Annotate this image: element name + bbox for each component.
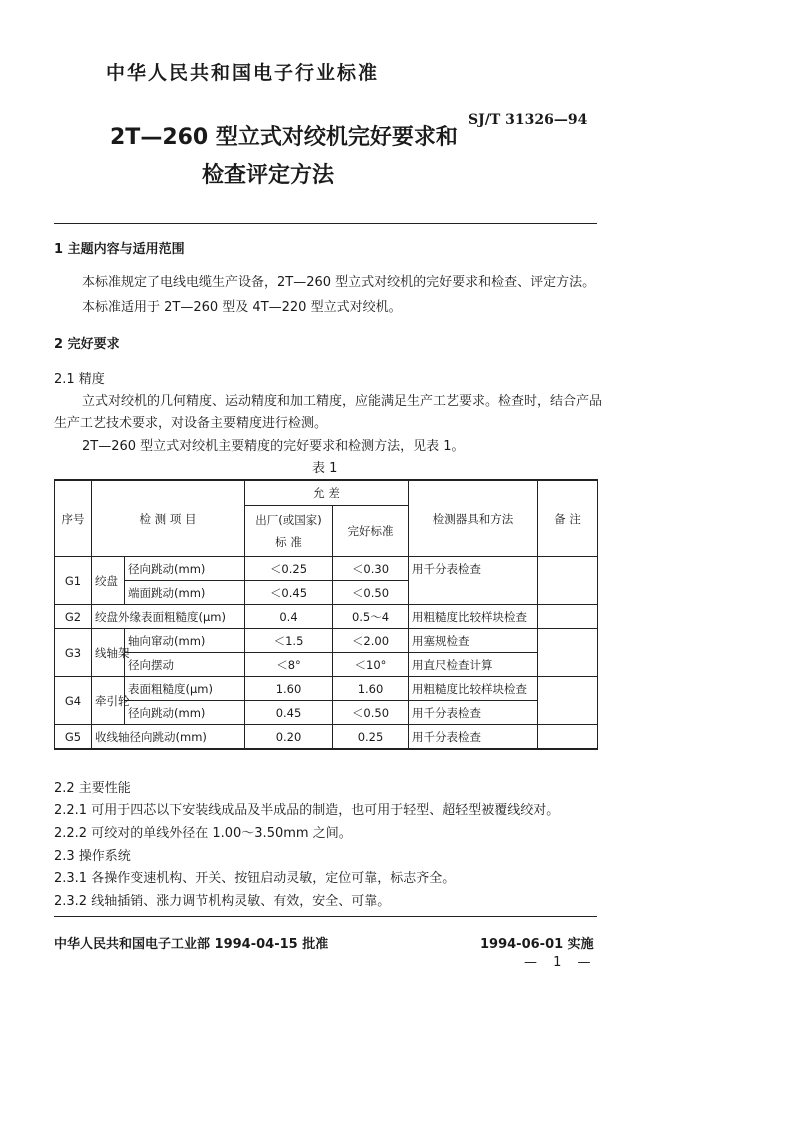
row-factory: ＜0.45 [245,581,333,605]
section-2-1-paragraph-1b: 生产工艺技术要求，对设备主要精度进行检测。 [54,416,328,431]
section-2-2-heading: 2.2 主要性能 [54,781,131,796]
effective-date: 1994-06-01 实施 [480,937,594,952]
row-group: 牵引轮 [92,677,125,725]
row-method: 用千分表检查 [409,557,538,605]
header-item: 检 测 项 目 [92,480,245,557]
document-title-line2: 检查评定方法 [202,163,335,188]
row-factory: 1.60 [245,677,333,701]
table-caption: 表 1 [312,461,338,476]
table-row [55,629,598,653]
section-1-paragraph-2: 本标准适用于 2T—260 型及 4T—220 型立式对绞机。 [82,300,402,315]
row-good: ＜0.50 [333,701,409,725]
row-group: 线轴架 [92,629,125,677]
row-factory: ＜1.5 [245,629,333,653]
row-code: G4 [55,677,92,725]
row-factory: 0.20 [245,725,333,750]
section-2-3-heading: 2.3 操作系统 [54,849,131,864]
section-1-heading: 1 主题内容与适用范围 [54,242,185,257]
row-factory: ＜8° [245,653,333,677]
row-remark [538,557,598,605]
row-group: 绞盘 [92,557,125,605]
row-code: G3 [55,629,92,677]
row-item: 绞盘外缘表面粗糙度(μm) [92,605,245,629]
row-good: ＜10° [333,653,409,677]
table-row [55,557,598,581]
issuing-organization: 中华人民共和国电子行业标准 [106,62,380,84]
row-remark [538,629,598,677]
row-good: 1.60 [333,677,409,701]
row-method: 用千分表检查 [409,725,538,750]
table-row [55,653,598,677]
row-code: G1 [55,557,92,605]
table-row [55,677,598,701]
row-method: 用粗糙度比较样块检查 [409,605,538,629]
approval-statement: 中华人民共和国电子工业部 1994-04-15 批准 [54,937,329,952]
header-tolerance: 允 差 [245,480,409,506]
row-factory: 0.45 [245,701,333,725]
row-method: 用粗糙度比较样块检查 [409,677,538,701]
row-good: 0.5～4 [333,605,409,629]
row-item: 轴向窜动(mm) [125,629,245,653]
row-good: ＜0.50 [333,581,409,605]
table-row [55,605,598,629]
row-method: 用塞规检查 [409,629,538,653]
row-item: 径向摆动 [125,653,245,677]
section-2-1-paragraph-2: 2T—260 型立式对绞机主要精度的完好要求和检测方法，见表 1。 [82,439,465,454]
section-2-2-1: 2.2.1 可用于四芯以下安装线成品及半成品的制造，也可用于轻型、超轻型被覆线绞对。 [54,803,560,818]
header-seq: 序号 [55,480,92,557]
footer-divider [54,916,597,917]
section-2-3-2: 2.3.2 线轴插销、涨力调节机构灵敏、有效，安全、可靠。 [54,894,391,909]
row-item: 径向跳动(mm) [125,701,245,725]
row-remark [538,725,598,750]
row-item: 径向跳动(mm) [125,557,245,581]
page-number: — 1 — [524,955,597,970]
header-method: 检测器具和方法 [409,480,538,557]
standard-code: SJ/T 31326—94 [468,112,588,128]
section-1-paragraph-1: 本标准规定了电线电缆生产设备，2T—260 型立式对绞机的完好要求和检查、评定方法。 [82,275,596,290]
row-code: G2 [55,605,92,629]
row-good: ＜0.30 [333,557,409,581]
document-title-line1: 2T—260 型立式对绞机完好要求和 [110,125,458,150]
table-row [55,725,598,750]
row-remark [538,677,598,725]
table-row [55,701,598,725]
row-good: 0.25 [333,725,409,750]
header-factory-standard: 出厂(或国家) 标 准 [245,506,333,557]
header-divider [54,223,597,224]
header-good-standard: 完好标准 [333,506,409,557]
row-item: 表面粗糙度(μm) [125,677,245,701]
row-method: 用千分表检查 [409,701,538,725]
row-item: 端面跳动(mm) [125,581,245,605]
section-2-heading: 2 完好要求 [54,337,120,352]
table-header-row [55,480,598,506]
section-2-2-2: 2.2.2 可绞对的单线外径在 1.00～3.50mm 之间。 [54,826,352,841]
row-item: 收线轴径向跳动(mm) [92,725,245,750]
precision-table [54,479,598,750]
row-good: ＜2.00 [333,629,409,653]
row-factory: ＜0.25 [245,557,333,581]
row-remark [538,605,598,629]
section-2-1-paragraph-1a: 立式对绞机的几何精度、运动精度和加工精度，应能满足生产工艺要求。检查时，结合产品 [82,394,603,409]
header-remark: 备 注 [538,480,598,557]
section-2-3-1: 2.3.1 各操作变速机构、开关、按钮启动灵敏，定位可靠，标志齐全。 [54,871,456,886]
row-factory: 0.4 [245,605,333,629]
row-code: G5 [55,725,92,750]
row-method: 用直尺检查计算 [409,653,538,677]
section-2-1-heading: 2.1 精度 [54,372,105,387]
